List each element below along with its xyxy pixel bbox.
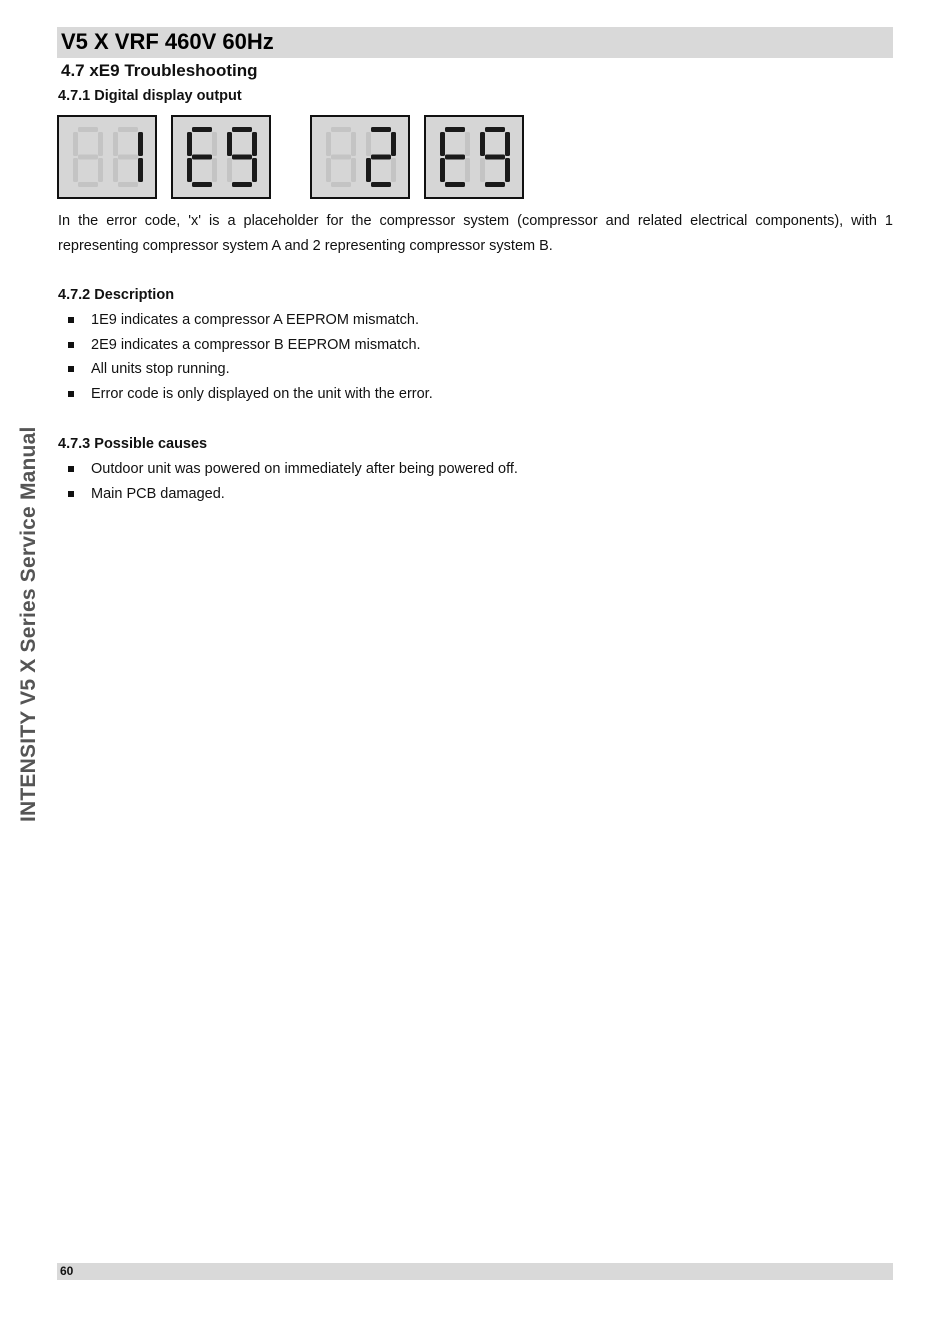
segment-d [445, 182, 465, 187]
bullet-square-icon [68, 391, 74, 397]
document-title: V5 X VRF 460V 60Hz [61, 29, 274, 54]
segment-e [187, 158, 192, 182]
side-manual-title: INTENSITY V5 X Series Service Manual [17, 426, 40, 822]
seven-segment-digits [173, 117, 269, 197]
segment-e [73, 158, 78, 182]
seven-segment-digits [426, 117, 522, 197]
segment-f [366, 132, 371, 156]
subsection-description [58, 287, 174, 303]
segment-b [351, 132, 356, 156]
segment-b [138, 132, 143, 156]
segment-a [331, 127, 351, 132]
segment-f [73, 132, 78, 156]
segment-d [118, 182, 138, 187]
segment-a [371, 127, 391, 132]
segment-c [351, 158, 356, 182]
footer-bar [57, 1263, 893, 1280]
list-item [66, 457, 518, 482]
segment-c [212, 158, 217, 182]
list-item [66, 333, 433, 358]
section-title: 4.7 xE9 Troubleshooting [61, 61, 258, 80]
seven-segment-digits [312, 117, 408, 197]
segment-a [118, 127, 138, 132]
digital-display-row [57, 115, 537, 203]
subsection-title: Description [94, 287, 175, 303]
segment-b [212, 132, 217, 156]
list-item [66, 482, 518, 507]
segment-f [480, 132, 485, 156]
segment-a [192, 127, 212, 132]
segment-e [440, 158, 445, 182]
description-list [66, 308, 433, 407]
segment-c [138, 158, 143, 182]
subsection-title: Possible causes [94, 436, 208, 452]
list-item [66, 308, 433, 333]
subsection-title: Digital display output [94, 88, 242, 104]
segment-a [232, 127, 252, 132]
subsection-possible-causes [58, 436, 207, 452]
list-item [66, 382, 433, 407]
segment-e [480, 158, 485, 182]
segment-g [78, 155, 98, 160]
subsection-display-output [58, 88, 242, 104]
segment-c [391, 158, 396, 182]
segment-b [391, 132, 396, 156]
segment-f [187, 132, 192, 156]
segment-d [331, 182, 351, 187]
bullet-square-icon [68, 366, 74, 372]
segment-e [227, 158, 232, 182]
segment-f [227, 132, 232, 156]
segment-e [113, 158, 118, 182]
list-item-text: All units stop running. [91, 361, 230, 378]
segment-a [445, 127, 465, 132]
segment-c [252, 158, 257, 182]
lcd-display-4 [424, 115, 524, 199]
list-item-text: Outdoor unit was powered on immediately after being powered off. [91, 461, 518, 477]
list-item-text: Error code is only displayed on the unit with the error. [91, 386, 433, 403]
lcd-display-1 [57, 115, 157, 199]
segment-g [371, 155, 391, 160]
segment-c [465, 158, 470, 182]
segment-d [232, 182, 252, 187]
seven-segment-digits [59, 117, 155, 197]
segment-f [326, 132, 331, 156]
explanation-paragraph: In the error code, 'x' is a placeholder for the compressor system (compressor and related electrical components), with 1 representing compressor system A and 2 representing compressor system B. [58, 213, 893, 254]
subsection-number: 4.7.2 [58, 287, 91, 303]
lcd-display-3 [310, 115, 410, 199]
segment-g [445, 155, 465, 160]
bullet-square-icon [68, 466, 74, 472]
causes-list [66, 457, 518, 506]
bullet-square-icon [68, 317, 74, 323]
segment-c [505, 158, 510, 182]
list-item-text: Main PCB damaged. [91, 485, 225, 502]
header-bar [57, 27, 893, 58]
segment-d [485, 182, 505, 187]
bullet-square-icon [68, 491, 74, 497]
segment-g [331, 155, 351, 160]
page-number: 60 [60, 1264, 74, 1278]
segment-b [252, 132, 257, 156]
segment-d [371, 182, 391, 187]
list-item-text: 2E9 indicates a compressor B EEPROM mismatch. [91, 336, 421, 353]
segment-f [440, 132, 445, 156]
list-item-text: 1E9 indicates a compressor A EEPROM mismatch. [91, 312, 419, 328]
segment-b [98, 132, 103, 156]
segment-e [366, 158, 371, 182]
segment-a [78, 127, 98, 132]
segment-g [232, 155, 252, 160]
segment-g [118, 155, 138, 160]
segment-b [465, 132, 470, 156]
segment-b [505, 132, 510, 156]
segment-d [192, 182, 212, 187]
segment-f [113, 132, 118, 156]
segment-g [192, 155, 212, 160]
segment-a [485, 127, 505, 132]
segment-e [326, 158, 331, 182]
subsection-number: 4.7.3 [58, 436, 91, 452]
subsection-number: 4.7.1 [58, 88, 91, 104]
bullet-square-icon [68, 342, 74, 348]
segment-g [485, 155, 505, 160]
lcd-display-2 [171, 115, 271, 199]
segment-c [98, 158, 103, 182]
list-item [66, 357, 433, 382]
segment-d [78, 182, 98, 187]
